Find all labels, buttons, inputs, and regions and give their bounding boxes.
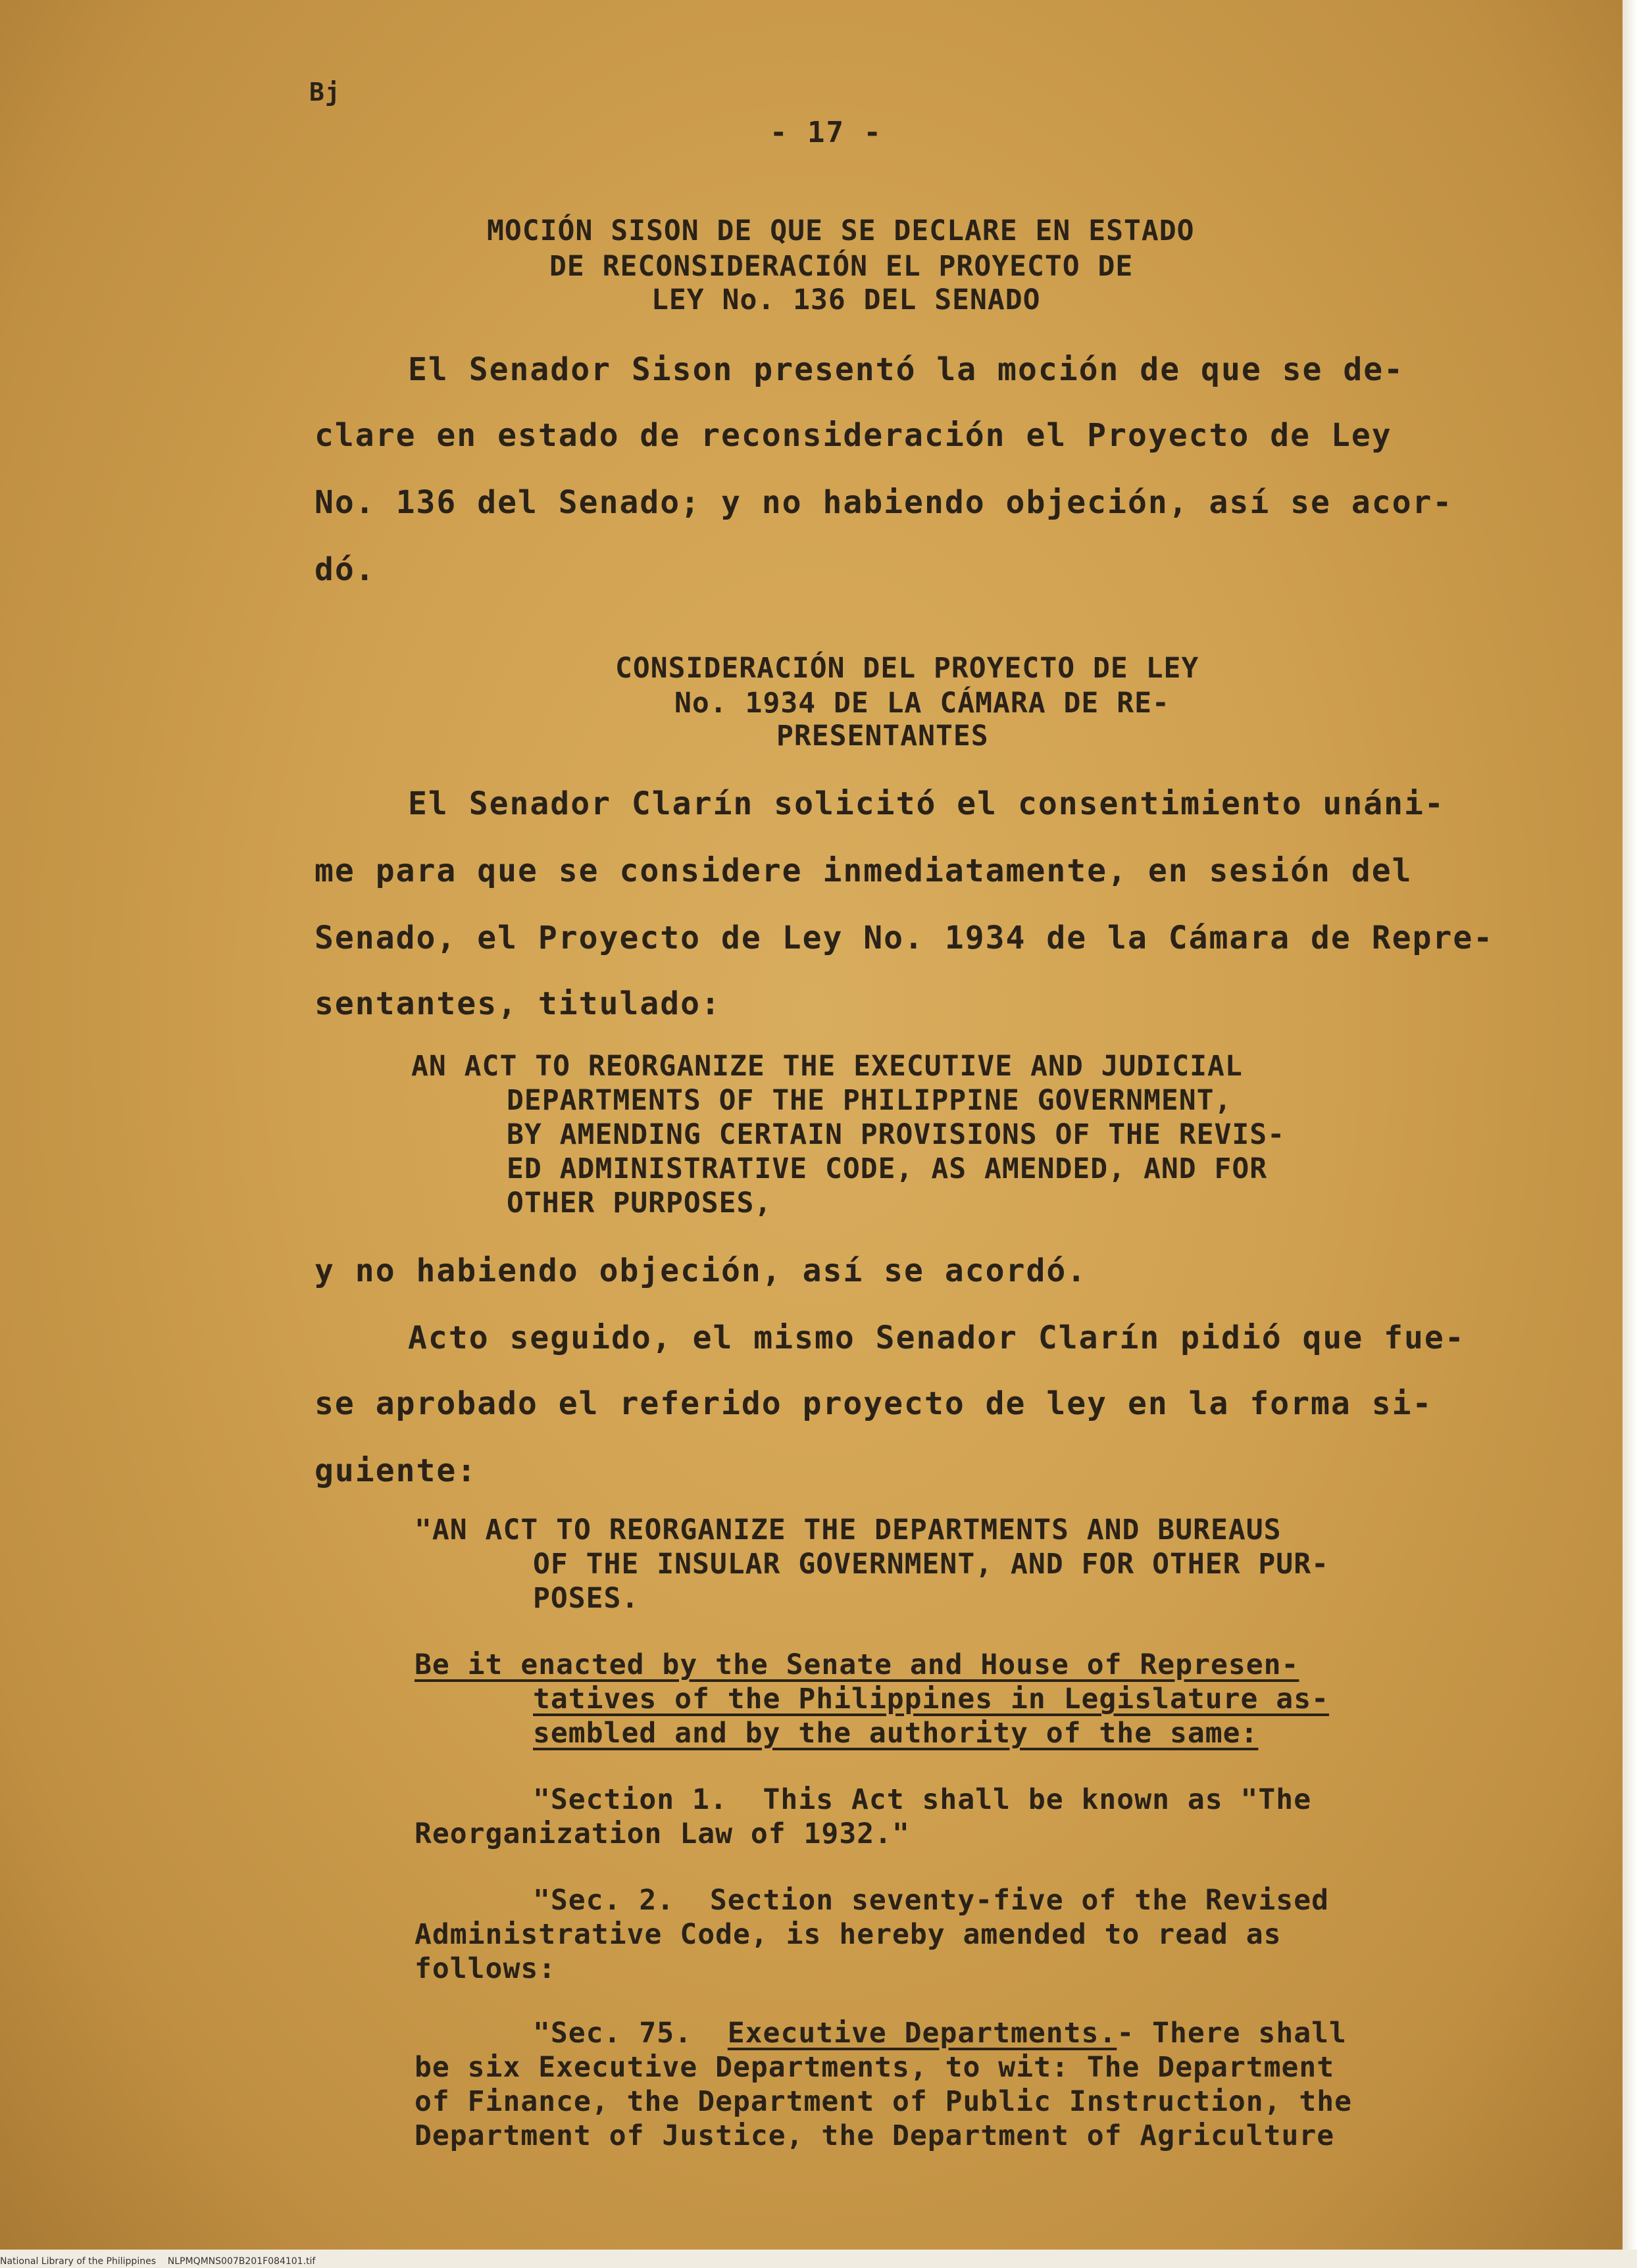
- paragraph-line: El Senador Sison presentó la moción de que se de-: [408, 351, 1405, 388]
- sec75-rest: - There shall: [1117, 2017, 1347, 2050]
- section-heading-line: LEY No. 136 DEL SENADO: [651, 284, 1041, 316]
- typist-initials: Bj: [309, 78, 341, 107]
- paragraph-line: Senado, el Proyecto de Ley No. 1934 de la Cámara de Repre-: [315, 920, 1494, 956]
- act-section-line: "Section 1. This Act shall be known as "The: [533, 1783, 1312, 1816]
- section-heading-line: No. 1934 DE LA CÁMARA DE RE-: [674, 687, 1170, 720]
- quoted-title-line: DEPARTMENTS OF THE PHILIPPINE GOVERNMENT,: [507, 1084, 1232, 1117]
- act-section-line: be six Executive Departments, to wit: The Department: [415, 2051, 1335, 2084]
- paragraph-line: guiente:: [315, 1452, 478, 1489]
- section-heading-line: DE RECONSIDERACIÓN EL PROYECTO DE: [549, 250, 1134, 283]
- act-section-line: Administrative Code, is hereby amended to read as: [415, 1918, 1282, 1951]
- page-number: - 17 -: [770, 116, 882, 149]
- act-section-line: Department of Justice, the Department of Agriculture: [415, 2119, 1335, 2152]
- enacting-clause-line: sembled and by the authority of the same:: [533, 1717, 1259, 1750]
- paragraph-line: dó.: [315, 551, 376, 588]
- paragraph-line: Acto seguido, el mismo Senador Clarín pidió que fue-: [408, 1319, 1465, 1356]
- act-section-line: "Sec. 2. Section seventy-five of the Revised: [533, 1884, 1329, 1917]
- act-title-line: OF THE INSULAR GOVERNMENT, AND FOR OTHER PUR-: [533, 1548, 1329, 1581]
- act-section-line: Reorganization Law of 1932.": [415, 1817, 910, 1850]
- sec75-prefix: "Sec. 75.: [533, 2017, 728, 2050]
- act-section-line: follows:: [415, 1952, 557, 1985]
- quoted-title-line: BY AMENDING CERTAIN PROVISIONS OF THE REVIS-: [507, 1118, 1286, 1151]
- act-section-line: of Finance, the Department of Public Instruction, the: [415, 2085, 1353, 2118]
- paragraph-line: clare en estado de reconsideración el Proyecto de Ley: [315, 417, 1392, 454]
- section-heading-line: PRESENTANTES: [776, 720, 989, 752]
- paragraph-line: me para que se considere inmediatamente, en sesión del: [315, 852, 1413, 889]
- paragraph-line: El Senador Clarín solicitó el consentimiento unáni-: [408, 785, 1445, 822]
- act-title-line: POSES.: [533, 1582, 640, 1615]
- enacting-clause-line: Be it enacted by the Senate and House of Represen-: [415, 1648, 1299, 1681]
- scan-footer-caption: National Library of the Philippines NLPMQMNS007B201F084101.tif: [0, 2256, 316, 2267]
- act-title-line: "AN ACT TO REORGANIZE THE DEPARTMENTS AND BUREAUS: [415, 1514, 1282, 1546]
- section-heading-line: MOCIÓN SISON DE QUE SE DECLARE EN ESTADO: [487, 214, 1195, 247]
- quoted-title-line: OTHER PURPOSES,: [507, 1187, 772, 1220]
- quoted-title-line: AN ACT TO REORGANIZE THE EXECUTIVE AND JUDICIAL: [411, 1050, 1243, 1083]
- scan-edge-right: [1623, 0, 1637, 2268]
- paragraph-line: se aprobado el referido proyecto de ley en la forma si-: [315, 1385, 1433, 1422]
- quoted-title-line: ED ADMINISTRATIVE CODE, AS AMENDED, AND FOR: [507, 1152, 1268, 1185]
- sec75-title: Executive Departments.: [727, 2017, 1117, 2050]
- paragraph-line: y no habiendo objeción, así se acordó.: [315, 1252, 1088, 1289]
- paragraph-line: No. 136 del Senado; y no habiendo objeción, así se acor-: [315, 484, 1453, 521]
- section-heading-line: CONSIDERACIÓN DEL PROYECTO DE LEY: [615, 652, 1199, 685]
- paragraph-line: sentantes, titulado:: [315, 985, 721, 1022]
- enacting-clause-line: tatives of the Philippines in Legislature as-: [533, 1683, 1329, 1715]
- act-section-line: [533, 2019, 1347, 2048]
